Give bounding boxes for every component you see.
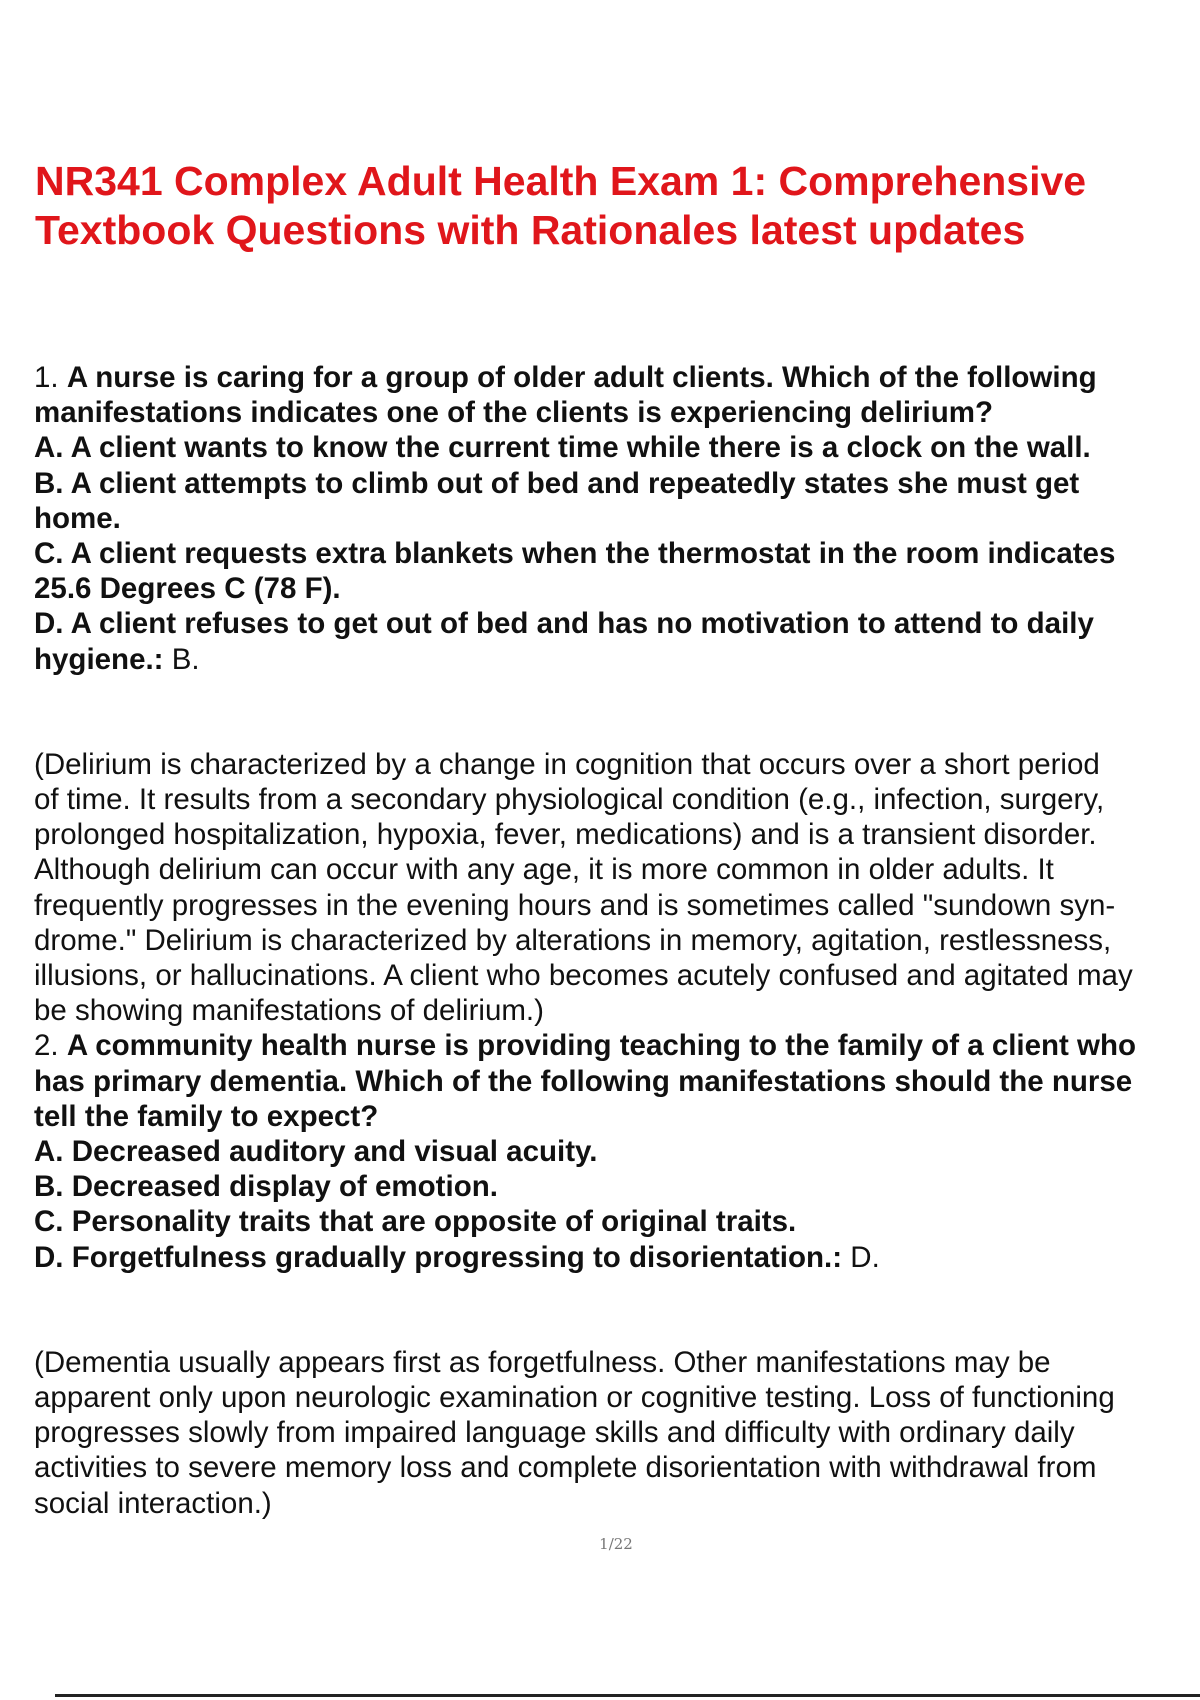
answer-key: B. <box>163 642 200 676</box>
option-c: 25.6 Degrees C (78 F). <box>34 572 341 606</box>
rationale-1 <box>34 747 1200 1029</box>
title-line: NR341 Complex Adult Health Exam 1: Comprehensive <box>35 158 1087 204</box>
question-stem: manifestations indicates one of the clients is experiencing delirium? <box>34 396 993 430</box>
question-2 <box>34 1028 1200 1274</box>
rationale-line: prolonged hospitalization, hypoxia, fever, medications) and is a transient disorder. <box>34 818 1097 852</box>
title-line: Textbook Questions with Rationales latest updates <box>35 207 1026 253</box>
option-d: hygiene.: <box>34 642 164 676</box>
rationale-2 <box>34 1345 1200 1521</box>
option-a: A. Decreased auditory and visual acuity. <box>34 1135 598 1169</box>
rationale-line: social interaction.) <box>34 1486 272 1520</box>
page-number: 1/22 <box>599 1535 633 1553</box>
option-b: B. Decreased display of emotion. <box>34 1170 498 1204</box>
question-stem: has primary dementia. Which of the following manifestations should the nurse <box>34 1064 1133 1098</box>
option-d: D. Forgetfulness gradually progressing to disorientation.: <box>34 1240 843 1274</box>
rationale-line: progresses slowly from impaired language skills and difficulty with ordinary daily <box>34 1416 1075 1450</box>
rationale-line: illusions, or hallucinations. A client who becomes acutely confused and agitated may <box>34 959 1133 993</box>
rationale-line: (Delirium is characterized by a change in cognition that occurs over a short period <box>34 747 1100 781</box>
rationale-line: apparent only upon neurologic examination or cognitive testing. Loss of functioning <box>34 1381 1115 1415</box>
option-b: home. <box>34 501 121 535</box>
bottom-divider <box>55 1694 1200 1697</box>
question-stem: tell the family to expect? <box>34 1099 379 1133</box>
rationale-line: be showing manifestations of delirium.) <box>34 994 544 1028</box>
rationale-line: Although delirium can occur with any age, it is more common in older adults. It <box>34 853 1054 887</box>
rationale-line: (Dementia usually appears first as forgetfulness. Other manifestations may be <box>34 1345 1051 1379</box>
option-b: B. A client attempts to climb out of bed and repeatedly states she must get <box>34 466 1080 500</box>
question-stem: A nurse is caring for a group of older adult clients. Which of the following <box>66 361 1097 394</box>
answer-key: D. <box>842 1240 880 1274</box>
rationale-line: drome." Delirium is characterized by alterations in memory, agitation, restlessness, <box>34 923 1112 957</box>
option-d: D. A client refuses to get out of bed and has no motivation to attend to daily <box>34 607 1094 641</box>
option-c: C. A client requests extra blankets when the thermostat in the room indicates <box>34 537 1116 571</box>
question-number: 1. <box>34 361 59 394</box>
rationale-line: activities to severe memory loss and complete disorientation with withdrawal from <box>34 1451 1097 1485</box>
option-a: A. A client wants to know the current time while there is a clock on the wall. <box>34 431 1091 465</box>
option-c: C. Personality traits that are opposite of original traits. <box>34 1205 797 1239</box>
question-stem: A community health nurse is providing teaching to the family of a client who <box>66 1029 1137 1063</box>
rationale-line: frequently progresses in the evening hours and is sometimes called "sundown syn- <box>34 888 1116 922</box>
document-title <box>35 157 1185 255</box>
question-number: 2. <box>34 1029 59 1063</box>
rationale-line: of time. It results from a secondary physiological condition (e.g., infection, surgery, <box>34 783 1105 817</box>
question-1 <box>34 360 1200 677</box>
document-body <box>34 360 1200 1521</box>
